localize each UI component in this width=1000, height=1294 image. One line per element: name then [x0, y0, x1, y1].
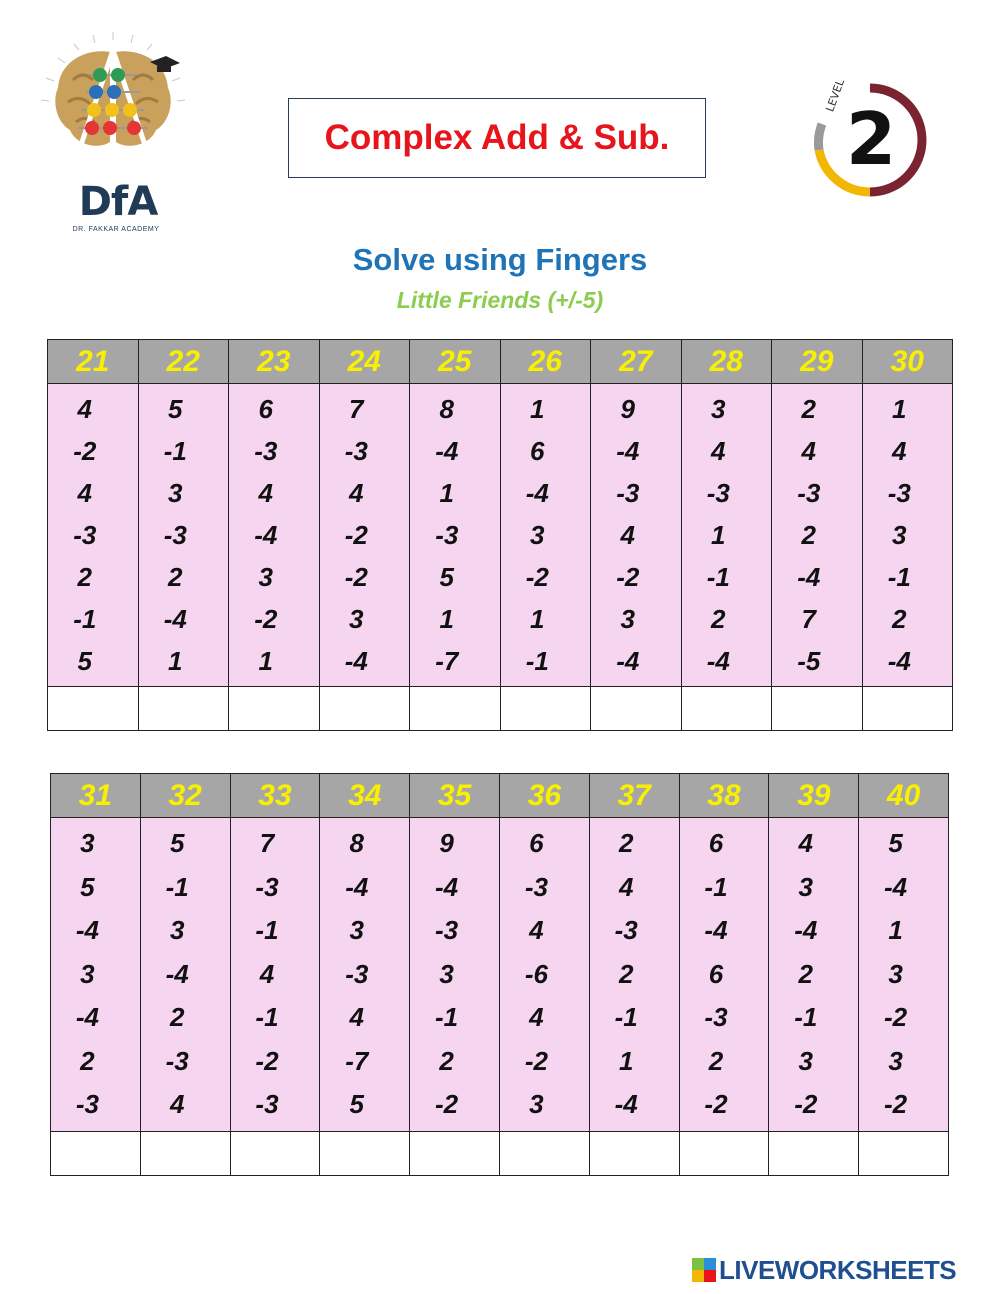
problem-value: 1	[892, 394, 907, 424]
problem-value: -1	[887, 562, 911, 592]
problem-value: 3	[439, 958, 454, 989]
problem-number: 24	[319, 340, 410, 384]
problem-column	[591, 384, 682, 687]
problem-value: -1	[435, 1002, 459, 1032]
problem-column	[862, 384, 953, 687]
problem-value: 6	[708, 828, 724, 858]
problem-value: -2	[704, 1089, 728, 1119]
answer-input[interactable]	[141, 1132, 230, 1175]
problem-value: 2	[798, 958, 813, 989]
problem-number: 23	[229, 340, 320, 384]
problem-number: 37	[589, 774, 679, 818]
problem-number: 21	[48, 340, 139, 384]
problem-column	[140, 818, 230, 1132]
problem-value: -4	[884, 871, 908, 902]
problem-value: 3	[258, 562, 273, 592]
answer-input[interactable]	[500, 1132, 589, 1175]
problem-value: -2	[794, 1089, 818, 1119]
answer-cell	[500, 687, 591, 731]
problem-value: -2	[884, 1002, 908, 1032]
problem-value: -4	[616, 436, 640, 466]
problem-value: 4	[349, 478, 364, 508]
answer-cell	[499, 1131, 589, 1175]
problem-number: 36	[499, 774, 589, 818]
dfa-logo	[38, 30, 188, 233]
problem-value: 4	[77, 394, 92, 424]
problem-column	[230, 818, 320, 1132]
problem-value: -4	[344, 646, 368, 676]
answer-cell	[48, 687, 139, 731]
page-title: Complex Add & Sub.	[324, 118, 670, 157]
problem-value: -3	[614, 915, 638, 945]
answer-input[interactable]	[772, 687, 862, 730]
problem-value: 2	[618, 958, 634, 989]
answer-cell	[862, 687, 953, 731]
header-row	[51, 774, 949, 818]
problem-value: -4	[163, 604, 187, 634]
problem-value: 5	[168, 394, 183, 424]
brain-abacus-icon	[38, 30, 188, 180]
problem-value: 6	[258, 394, 273, 424]
problem-value: -7	[345, 1045, 369, 1076]
problem-number: 39	[769, 774, 859, 818]
answer-input[interactable]	[320, 1132, 409, 1175]
problem-value: 1	[888, 915, 903, 945]
problem-value: -1	[706, 562, 730, 592]
problem-value: 4	[801, 436, 816, 466]
problem-value: 4	[798, 828, 813, 858]
problem-value: -4	[525, 478, 549, 508]
problem-value: 3	[888, 1045, 903, 1076]
problem-value: 8	[439, 394, 454, 424]
problem-value: -6	[524, 958, 548, 989]
level-badge	[808, 80, 928, 198]
problem-value: -3	[706, 478, 730, 508]
answer-input[interactable]	[590, 1132, 679, 1175]
problem-table-1	[47, 339, 953, 731]
problem-value: 6	[530, 436, 545, 466]
answer-input[interactable]	[410, 1132, 499, 1175]
problem-value: -1	[525, 646, 549, 676]
problem-number: 28	[681, 340, 772, 384]
answer-input[interactable]	[410, 687, 500, 730]
problem-value: -1	[255, 1002, 279, 1032]
answer-cell	[410, 1131, 500, 1175]
problem-number: 40	[859, 774, 949, 818]
answer-cell	[772, 687, 863, 731]
problem-number: 32	[140, 774, 230, 818]
problem-number: 22	[138, 340, 229, 384]
problem-value: 1	[618, 1045, 634, 1076]
problem-value: -4	[345, 871, 369, 902]
answer-cell	[140, 1131, 230, 1175]
problem-value: 3	[798, 1045, 813, 1076]
problem-value: 2	[618, 828, 634, 858]
problem-value: -2	[344, 562, 368, 592]
answer-row	[51, 1131, 949, 1175]
problem-value: 3	[888, 958, 903, 989]
problem-value: 2	[892, 604, 907, 634]
problem-value: 2	[439, 1045, 454, 1076]
problem-value: 3	[529, 1089, 544, 1119]
instruction-subheading: Little Friends (+/-5)	[396, 287, 604, 313]
problem-number: 38	[679, 774, 769, 818]
problem-value: -4	[797, 562, 821, 592]
problem-value: 8	[349, 828, 365, 858]
problem-value: -1	[165, 871, 189, 902]
problem-value: 3	[620, 604, 635, 634]
problem-value: 6	[529, 828, 544, 858]
problem-value: 4	[258, 478, 273, 508]
problem-column	[320, 818, 410, 1132]
problem-value: 1	[530, 604, 545, 634]
problem-value: -3	[524, 871, 548, 902]
problem-value: -3	[435, 520, 459, 550]
problem-value: 4	[259, 958, 275, 989]
problem-value: -3	[435, 915, 459, 945]
problem-value: -3	[73, 520, 97, 550]
answer-cell	[589, 1131, 679, 1175]
logo-subtitle: DR. FAKKAR ACADEMY	[72, 226, 160, 233]
problem-value: 3	[80, 828, 95, 858]
problem-value: -4	[435, 871, 459, 902]
problem-value: 4	[892, 436, 907, 466]
problem-value: -4	[794, 915, 818, 945]
problem-value: 2	[708, 1045, 724, 1076]
problem-value: -3	[704, 1002, 728, 1032]
problem-number: 33	[230, 774, 320, 818]
problem-value: 2	[801, 394, 816, 424]
problem-value: 3	[169, 915, 185, 945]
problem-value: 5	[77, 646, 92, 676]
problem-value: 1	[168, 646, 183, 676]
problem-value: -1	[163, 436, 187, 466]
problem-value: 3	[168, 478, 183, 508]
answer-input[interactable]	[680, 1132, 769, 1175]
problem-column	[499, 818, 589, 1132]
problem-value: -4	[704, 915, 728, 945]
problem-value: 3	[892, 520, 907, 550]
problem-value: -3	[163, 520, 187, 550]
problem-value: 5	[169, 828, 185, 858]
problem-value: -2	[884, 1089, 908, 1119]
problem-value: 7	[801, 604, 816, 634]
problem-value: 3	[349, 604, 364, 634]
answer-input[interactable]	[231, 1132, 320, 1175]
answer-cell	[230, 1131, 320, 1175]
answer-input[interactable]	[501, 687, 591, 730]
answer-input[interactable]	[769, 1132, 858, 1175]
problem-value: 4	[77, 478, 92, 508]
footer-brand-text: LIVEWORKSHEETS	[719, 1254, 957, 1285]
problem-value: 2	[801, 520, 816, 550]
problem-value: -4	[614, 1089, 638, 1119]
problem-value: -2	[524, 1045, 548, 1076]
problem-value: 9	[620, 394, 635, 424]
problem-value: -4	[616, 646, 640, 676]
problem-number: 35	[410, 774, 500, 818]
problem-value: 3	[798, 871, 813, 902]
problem-value: -3	[345, 958, 369, 989]
problem-column	[138, 384, 229, 687]
problem-value: 4	[618, 871, 634, 902]
problem-column	[679, 818, 769, 1132]
answer-row	[48, 687, 953, 731]
problem-value: -2	[255, 1045, 279, 1076]
problem-value: -1	[614, 1002, 638, 1032]
answer-input[interactable]	[863, 687, 953, 730]
problem-column	[410, 384, 501, 687]
problem-column	[229, 384, 320, 687]
problem-value: 3	[349, 915, 365, 945]
problem-value: -3	[75, 1089, 99, 1119]
problem-value: -2	[525, 562, 549, 592]
answer-input[interactable]	[51, 1132, 140, 1175]
numbers-row	[51, 818, 949, 1132]
problem-value: 5	[888, 828, 903, 858]
problem-value: -1	[794, 1002, 818, 1032]
problem-value: -1	[73, 604, 97, 634]
problem-value: -4	[435, 436, 459, 466]
problem-value: -2	[616, 562, 640, 592]
problem-value: 4	[169, 1089, 185, 1119]
level-label: LEVEL	[823, 80, 848, 114]
problem-value: 3	[530, 520, 545, 550]
problem-value: 4	[529, 1002, 544, 1032]
problem-value: -3	[255, 1089, 279, 1119]
problem-value: 6	[708, 958, 724, 989]
problem-value: 5	[349, 1089, 365, 1119]
problem-value: 2	[711, 604, 726, 634]
problem-value: -3	[616, 478, 640, 508]
problem-value: 4	[711, 436, 726, 466]
answer-cell	[769, 1131, 859, 1175]
problem-value: 2	[80, 1045, 95, 1076]
problem-value: 5	[439, 562, 454, 592]
answer-cell	[681, 687, 772, 731]
answer-input[interactable]	[229, 687, 319, 730]
problem-column	[769, 818, 859, 1132]
problem-value: 4	[620, 520, 635, 550]
answer-cell	[319, 687, 410, 731]
answer-input[interactable]	[139, 687, 229, 730]
answer-input[interactable]	[320, 687, 410, 730]
problem-column	[51, 818, 141, 1132]
problem-value: -3	[887, 478, 911, 508]
problem-column	[589, 818, 679, 1132]
problem-value: -3	[344, 436, 368, 466]
answer-cell	[229, 687, 320, 731]
answer-cell	[138, 687, 229, 731]
problem-number: 26	[500, 340, 591, 384]
answer-input[interactable]	[591, 687, 681, 730]
title-box	[288, 98, 706, 178]
problem-column	[500, 384, 591, 687]
problem-value: 3	[711, 394, 726, 424]
problem-number: 29	[772, 340, 863, 384]
numbers-row	[48, 384, 953, 687]
answer-input[interactable]	[682, 687, 772, 730]
problem-value: -1	[255, 915, 279, 945]
problem-value: -4	[165, 958, 189, 989]
problem-value: 9	[439, 828, 454, 858]
problem-value: -2	[73, 436, 97, 466]
problem-number: 34	[320, 774, 410, 818]
problem-column	[772, 384, 863, 687]
problem-value: 1	[711, 520, 726, 550]
instruction-heading: Solve using Fingers	[352, 242, 648, 277]
footer-brand	[692, 1255, 956, 1285]
problem-value: -3	[254, 436, 278, 466]
problem-column	[410, 818, 500, 1132]
problem-value: 1	[258, 646, 273, 676]
logo-wordmark: DfA	[78, 179, 158, 225]
header-row	[48, 340, 953, 384]
problem-value: -2	[435, 1089, 459, 1119]
problem-column	[48, 384, 139, 687]
problem-column	[319, 384, 410, 687]
problem-value: 2	[169, 1002, 185, 1032]
level-number: 2	[845, 97, 897, 181]
problem-value: -5	[797, 646, 821, 676]
problem-number: 27	[591, 340, 682, 384]
answer-input[interactable]	[48, 687, 138, 730]
answer-cell	[859, 1131, 949, 1175]
answer-cell	[591, 687, 682, 731]
problem-value: 1	[439, 478, 454, 508]
liveworksheets-icon	[692, 1258, 716, 1282]
problem-value: -2	[254, 604, 278, 634]
problem-value: 1	[439, 604, 454, 634]
problem-value: 4	[349, 1002, 365, 1032]
answer-cell	[320, 1131, 410, 1175]
problem-value: -7	[435, 646, 459, 676]
problem-number: 30	[862, 340, 953, 384]
problem-value: 3	[80, 958, 95, 989]
answer-cell	[51, 1131, 141, 1175]
problem-number: 25	[410, 340, 501, 384]
problem-value: -3	[165, 1045, 189, 1076]
problem-value: 1	[530, 394, 545, 424]
problem-value: -4	[706, 646, 730, 676]
problem-value: -1	[704, 871, 728, 902]
problem-value: 4	[529, 915, 544, 945]
problem-value: 2	[77, 562, 92, 592]
problem-value: -4	[254, 520, 278, 550]
answer-cell	[410, 687, 501, 731]
problem-value: -3	[255, 871, 279, 902]
answer-input[interactable]	[859, 1132, 948, 1175]
problem-value: 2	[168, 562, 183, 592]
problem-value: 7	[349, 394, 364, 424]
problem-value: -2	[344, 520, 368, 550]
problem-column	[681, 384, 772, 687]
problem-value: -3	[797, 478, 821, 508]
problem-number: 31	[51, 774, 141, 818]
problem-value: -4	[75, 1002, 99, 1032]
problem-table-2	[50, 773, 949, 1176]
problem-value: 7	[259, 828, 275, 858]
problem-value: 5	[80, 871, 95, 902]
problem-value: -4	[75, 915, 99, 945]
answer-cell	[679, 1131, 769, 1175]
problem-value: -4	[887, 646, 911, 676]
problem-column	[859, 818, 949, 1132]
